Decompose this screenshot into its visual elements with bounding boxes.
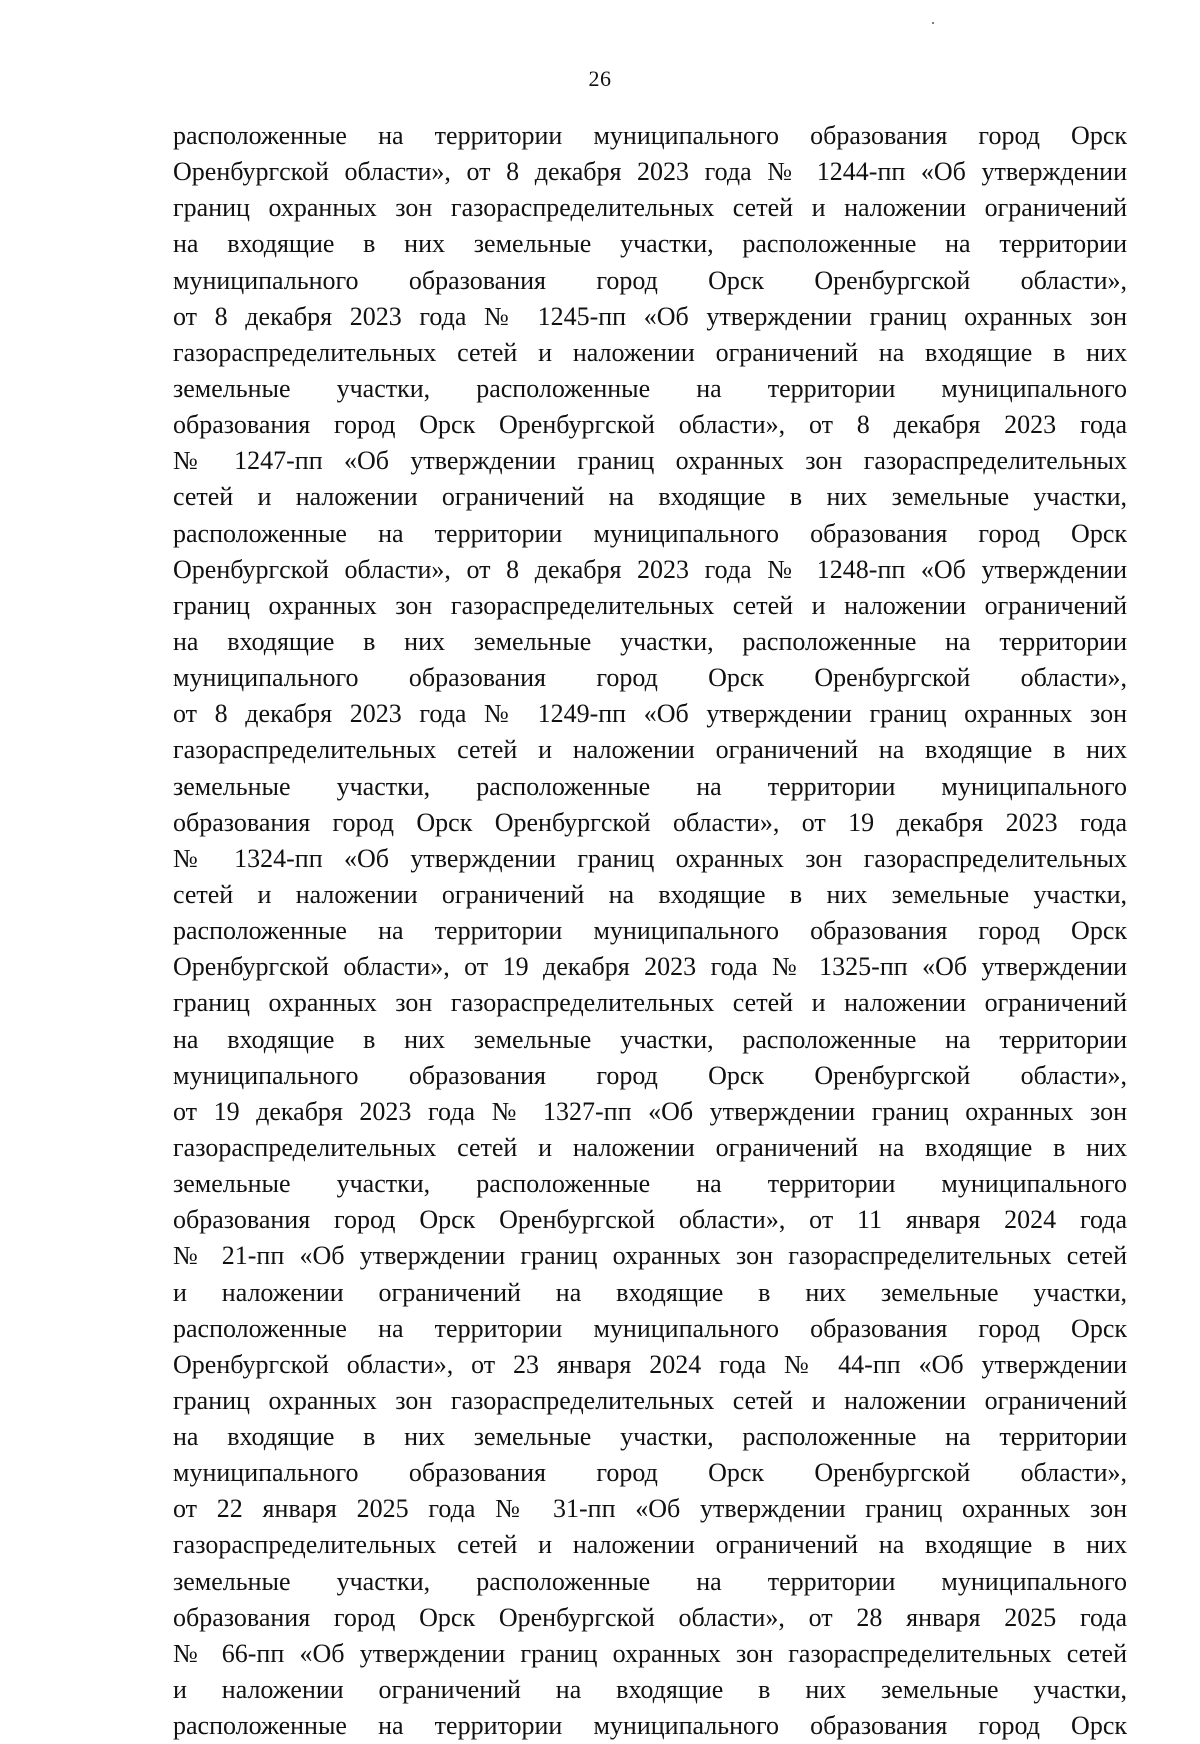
text-line: от 8 декабря 2023 года № 1245-пп «Об утверждении границ охранных зон xyxy=(173,301,1127,331)
text-line: газораспределительных сетей и наложении ограничений на входящие в них xyxy=(173,1530,1127,1560)
text-line: расположенные на территории муниципального образования город Орск xyxy=(173,1711,1127,1741)
text-line: № 1247-пп «Об утверждении границ охранных зон газораспределительных xyxy=(173,446,1127,476)
text-line: земельные участки, расположенные на территории муниципального xyxy=(173,373,1127,403)
body-paragraph xyxy=(173,118,1127,1744)
text-line: Оренбургской области», от 19 декабря 2023 года № 1325-пп «Об утверждении xyxy=(173,952,1127,982)
text-line: муниципального образования город Орск Оренбургской области», xyxy=(173,663,1127,693)
text-line: расположенные на территории муниципального образования город Орск xyxy=(173,518,1127,548)
text-line: образования город Орск Оренбургской области», от 11 января 2024 года xyxy=(173,1205,1127,1235)
text-line: расположенные на территории муниципального образования город Орск xyxy=(173,1313,1127,1343)
text-line: земельные участки, расположенные на территории муниципального xyxy=(173,771,1127,801)
text-line: и наложении ограничений на входящие в них земельные участки, xyxy=(173,1277,1127,1307)
text-line: на входящие в них земельные участки, расположенные на территории xyxy=(173,229,1127,259)
text-line: газораспределительных сетей и наложении ограничений на входящие в них xyxy=(173,735,1127,765)
text-line: границ охранных зон газораспределительных сетей и наложении ограничений xyxy=(173,988,1127,1018)
text-line: сетей и наложении ограничений на входящие в них земельные участки, xyxy=(173,482,1127,512)
text-line: Оренбургской области», от 23 января 2024 года № 44-пп «Об утверждении xyxy=(173,1349,1127,1379)
text-line: № 21-пп «Об утверждении границ охранных зон газораспределительных сетей xyxy=(173,1241,1127,1271)
text-line: от 8 декабря 2023 года № 1249-пп «Об утверждении границ охранных зон xyxy=(173,699,1127,729)
text-line: земельные участки, расположенные на территории муниципального xyxy=(173,1169,1127,1199)
text-line: муниципального образования город Орск Оренбургской области», xyxy=(173,265,1127,295)
text-line: земельные участки, расположенные на территории муниципального xyxy=(173,1566,1127,1596)
text-line: образования город Орск Оренбургской области», от 28 января 2025 года xyxy=(173,1602,1127,1632)
text-line: Оренбургской области», от 8 декабря 2023 года № 1244-пп «Об утверждении xyxy=(173,157,1127,187)
text-line: газораспределительных сетей и наложении ограничений на входящие в них xyxy=(173,337,1127,367)
text-line: № 1324-пп «Об утверждении границ охранных зон газораспределительных xyxy=(173,843,1127,873)
text-line: сетей и наложении ограничений на входящие в них земельные участки, xyxy=(173,879,1127,909)
text-line: от 19 декабря 2023 года № 1327-пп «Об утверждении границ охранных зон xyxy=(173,1096,1127,1126)
text-line: расположенные на территории муниципального образования город Орск xyxy=(173,916,1127,946)
text-line: расположенные на территории муниципального образования город Орск xyxy=(173,121,1127,150)
text-line: и наложении ограничений на входящие в них земельные участки, xyxy=(173,1675,1127,1705)
text-line: образования город Орск Оренбургской области», от 8 декабря 2023 года xyxy=(173,410,1127,440)
text-line: границ охранных зон газораспределительных сетей и наложении ограничений xyxy=(173,193,1127,223)
text-line: № 66-пп «Об утверждении границ охранных зон газораспределительных сетей xyxy=(173,1638,1127,1668)
text-line: газораспределительных сетей и наложении ограничений на входящие в них xyxy=(173,1132,1127,1162)
text-line: на входящие в них земельные участки, расположенные на территории xyxy=(173,1422,1127,1452)
text-line: от 22 января 2025 года № 31-пп «Об утверждении границ охранных зон xyxy=(173,1494,1127,1524)
text-line: Оренбургской области», от 8 декабря 2023 года № 1248-пп «Об утверждении xyxy=(173,554,1127,584)
text-line: образования город Орск Оренбургской области», от 19 декабря 2023 года xyxy=(173,807,1127,837)
text-line: на входящие в них земельные участки, расположенные на территории xyxy=(173,1024,1127,1054)
text-line: границ охранных зон газораспределительных сетей и наложении ограничений xyxy=(173,1385,1127,1415)
text-line: муниципального образования город Орск Оренбургской области», xyxy=(173,1458,1127,1488)
text-line: границ охранных зон газораспределительных сетей и наложении ограничений xyxy=(173,590,1127,620)
text-line: на входящие в них земельные участки, расположенные на территории xyxy=(173,626,1127,656)
page-number: 26 xyxy=(588,66,612,91)
scan-speck xyxy=(932,22,934,24)
text-line: муниципального образования город Орск Оренбургской области», xyxy=(173,1060,1127,1090)
